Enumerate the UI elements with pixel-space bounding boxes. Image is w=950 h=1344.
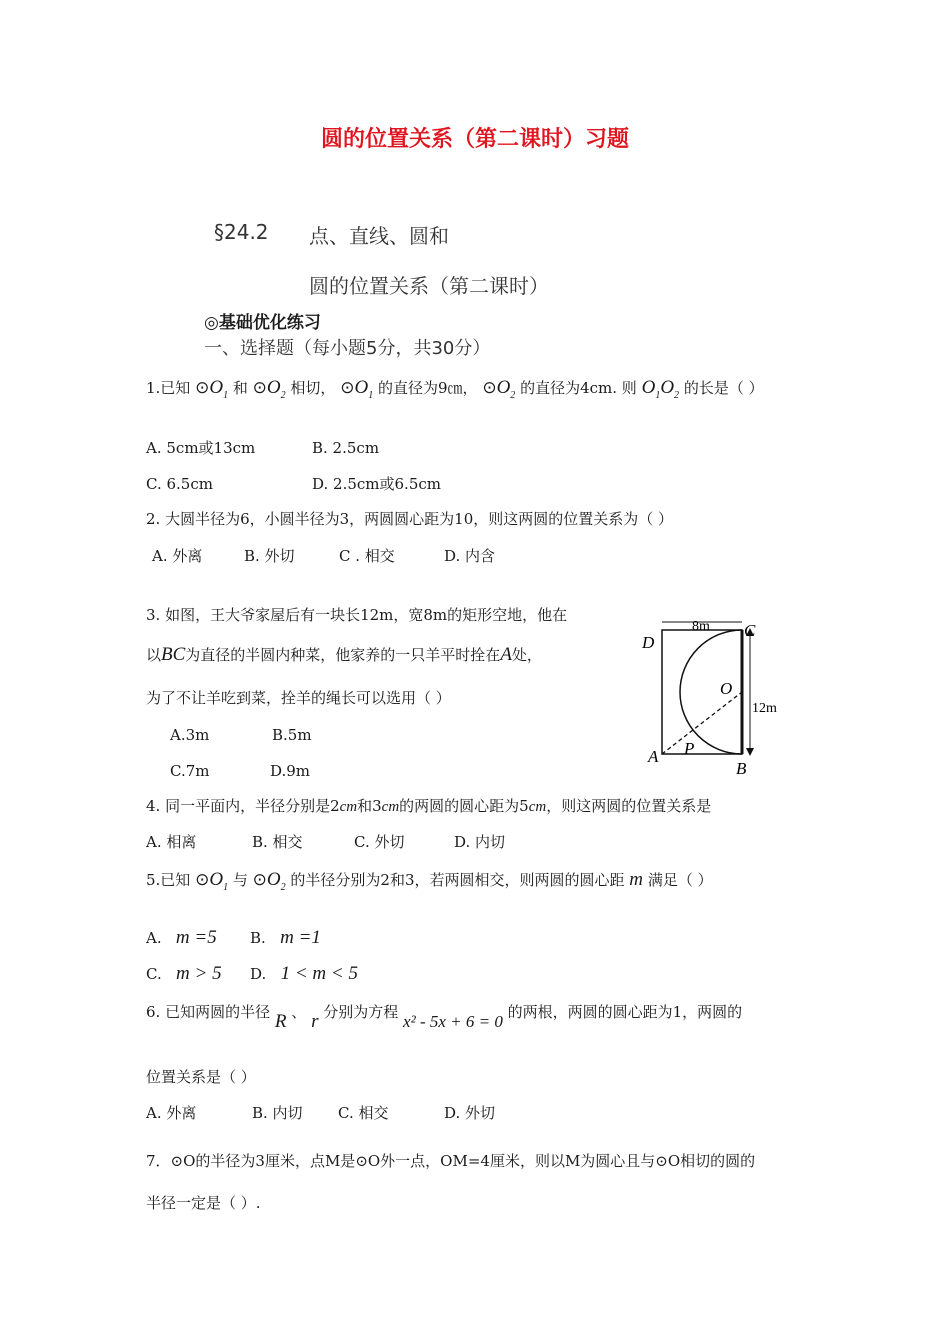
figure-label-width: 8m <box>692 619 710 634</box>
circle-o2: $⊙O_2$ <box>252 869 286 893</box>
q1-option-a[interactable]: A. 5cm或13cm <box>146 439 256 457</box>
figure-arrow-down <box>746 748 754 756</box>
circle-o1: $⊙O_1$ <box>340 377 374 401</box>
question-6-line1: 6. 已知两圆的半径 R 、 r 分别为方程 x² - 5x + 6 = 0 的两根，两圆的圆心距为1，两圆的 <box>146 1003 743 1032</box>
section-heading-line2: 圆的位置关系（第二课时） <box>309 274 549 298</box>
question-4: 4. 同一平面内，半径分别是2cm和3cm的两圆的圆心距为5cm，则这两圆的位置关系是 <box>146 797 712 815</box>
section-number: §24.2 <box>214 220 269 244</box>
practice-label: ◎基础优化练习 <box>204 313 321 333</box>
q2-option-c[interactable]: C . 相交 <box>339 547 395 565</box>
question-5: 5.已知 $⊙O_1$ 与 $⊙O_2$ 的半径分别为2和3，若两圆相交，则两圆的圆心距 m 满足（ ） <box>146 869 713 893</box>
figure-label-p: P <box>684 739 695 758</box>
q1-prefix: 1.已知 <box>146 379 191 397</box>
question-1: 1.已知 $⊙O_1$ 和 $⊙O_2$ 相切， $⊙O_1$ 的直径为9㎝， $⊙O_2$ 的直径为4cm. 则 $O_1O_2$ 的长是（ ） <box>146 377 764 401</box>
q1-option-b[interactable]: B. 2.5cm <box>312 439 380 457</box>
q3-option-a[interactable]: A.3m <box>170 726 210 744</box>
figure-label-b: B <box>736 759 747 778</box>
question-7-line1: 7．⊙O的半径为3厘米，点M是⊙O外一点，OM=4厘米，则以M为圆心且与⊙O相切的圆的 <box>146 1152 756 1170</box>
q4-option-a[interactable]: A. 相离 <box>146 833 197 851</box>
q6-option-a[interactable]: A. 外离 <box>146 1104 197 1122</box>
question-3-line1: 3. 如图，王大爷家屋后有一块长12m，宽8m的矩形空地，他在 <box>146 606 568 624</box>
question-3-line3: 为了不让羊吃到菜，拴羊的绳长可以选用（ ） <box>146 689 451 707</box>
q5-option-a[interactable]: A. m =5 <box>146 927 217 948</box>
q2-option-a[interactable]: A. 外离 <box>152 547 203 565</box>
circle-o2: $⊙O_2$ <box>482 377 516 401</box>
q4-option-b[interactable]: B. 相交 <box>252 833 303 851</box>
page-title: 圆的位置关系（第二课时）习题 <box>320 127 629 152</box>
q4-option-d[interactable]: D. 内切 <box>454 833 506 851</box>
question-6-line2: 位置关系是（ ） <box>146 1068 256 1086</box>
q1-option-c[interactable]: C. 6.5cm <box>146 475 213 493</box>
figure-label-c: C <box>744 621 756 640</box>
q4-option-c[interactable]: C. 外切 <box>354 833 405 851</box>
figure-label-a: A <box>648 747 659 766</box>
q6-option-b[interactable]: B. 内切 <box>252 1104 303 1122</box>
q5-option-d[interactable]: D. 1 < m < 5 <box>250 963 358 984</box>
rectangle-semicircle-figure <box>640 612 790 782</box>
question-7-line2: 半径一定是（ ）. <box>146 1194 261 1212</box>
q6-option-c[interactable]: C. 相交 <box>338 1104 389 1122</box>
q3-option-d[interactable]: D.9m <box>270 762 311 780</box>
part1-label: 一、选择题（每小题5分，共30分） <box>204 338 491 359</box>
figure-dashed-ap <box>662 692 742 754</box>
q5-option-b[interactable]: B. m =1 <box>250 927 321 948</box>
figure-label-o: O <box>720 679 733 698</box>
question-2: 2. 大圆半径为6，小圆半径为3，两圆圆心距为10，则这两圆的位置关系为（ ） <box>146 510 674 528</box>
q3-option-b[interactable]: B.5m <box>272 726 312 744</box>
circle-o1: $⊙O_1$ <box>195 377 229 401</box>
figure-semicircle <box>680 630 742 754</box>
circle-o2: $⊙O_2$ <box>252 377 286 401</box>
q5-option-c[interactable]: C. m > 5 <box>146 963 222 984</box>
figure-label-height: 12m <box>752 701 777 716</box>
question-3-line2: 以BC为直径的半圆内种菜，他家养的一只羊平时拴在A处， <box>146 644 542 665</box>
q3-option-c[interactable]: C.7m <box>170 762 210 780</box>
section-heading-line1: 点、直线、圆和 <box>309 224 449 248</box>
equation: x² - 5x + 6 = 0 <box>403 1012 503 1031</box>
q2-option-d[interactable]: D. 内含 <box>444 547 496 565</box>
q2-option-b[interactable]: B. 外切 <box>244 547 295 565</box>
segment-o1o2: $O_1O_2$ <box>641 377 680 401</box>
q1-option-d[interactable]: D. 2.5cm或6.5cm <box>312 475 441 493</box>
q6-option-d[interactable]: D. 外切 <box>444 1104 496 1122</box>
circle-o1: $⊙O_1$ <box>195 869 229 893</box>
figure-label-d: D <box>642 633 655 652</box>
